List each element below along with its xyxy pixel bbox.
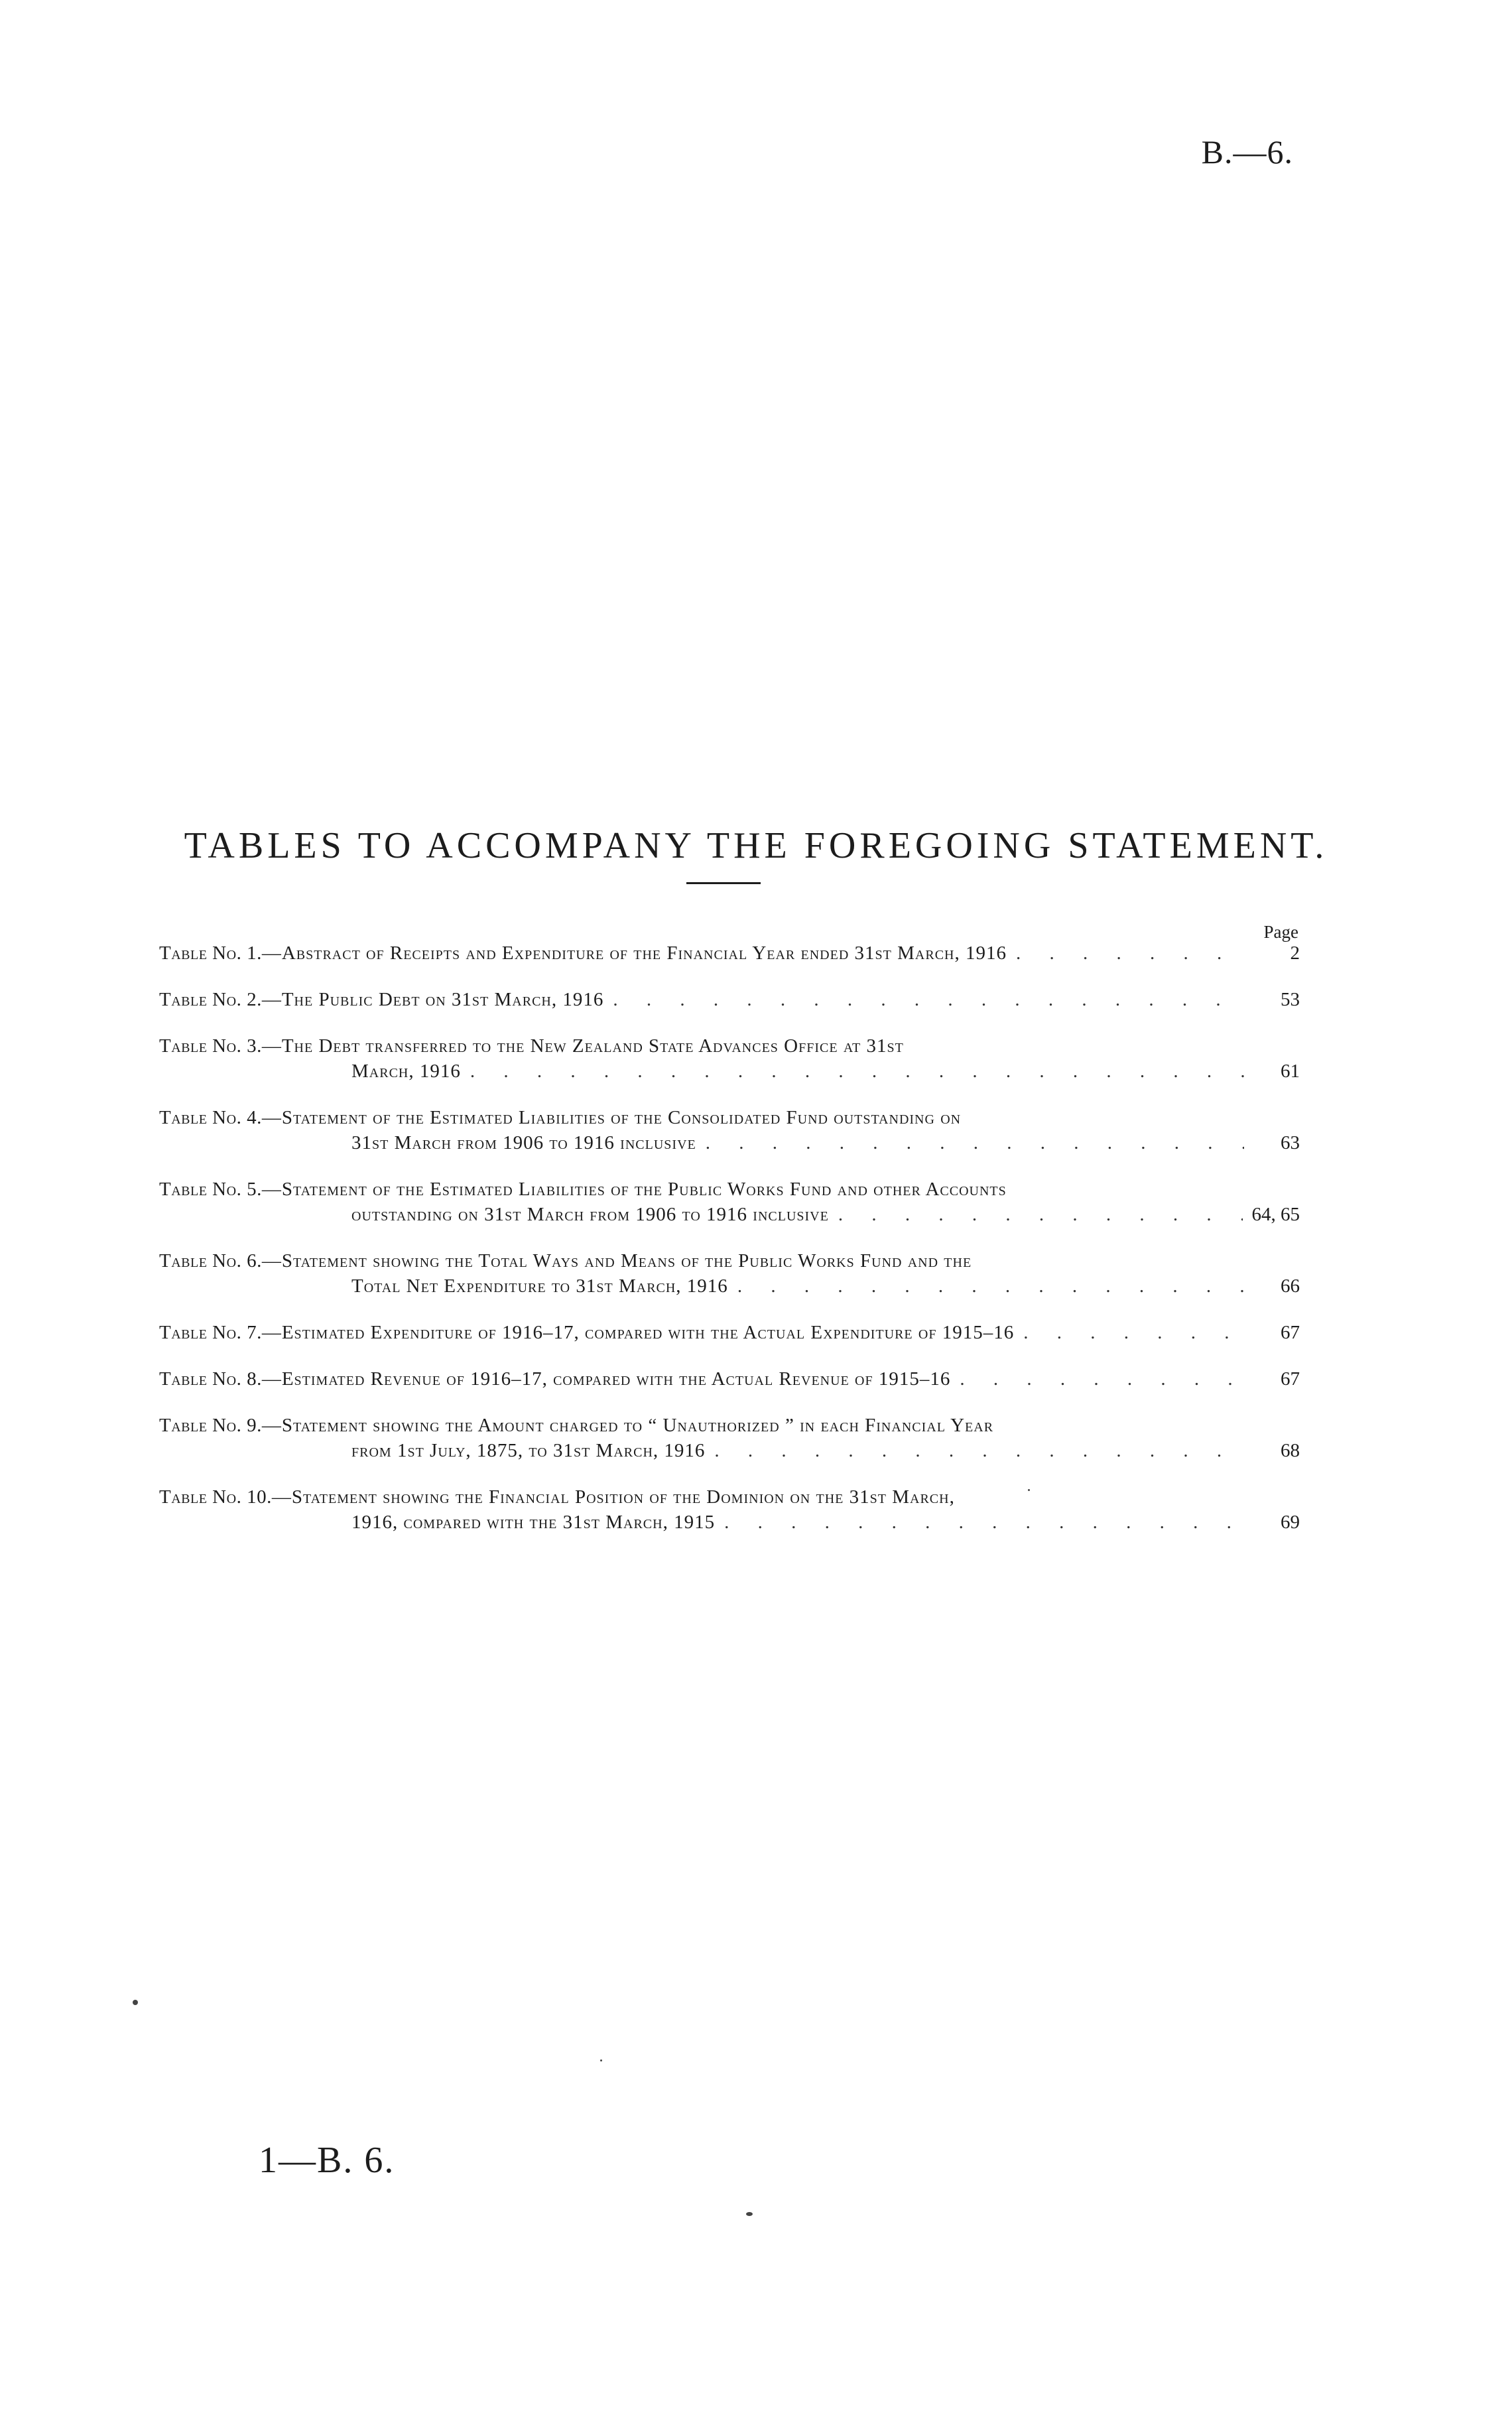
toc-entry [159, 1105, 1300, 1155]
toc-entry-page: 69 [1281, 1512, 1300, 1533]
toc-entry-page: 66 [1281, 1275, 1300, 1297]
scan-speck [133, 2000, 138, 2005]
leader-dots [1016, 941, 1244, 966]
toc-entry-label: Table No. 6. [159, 1250, 262, 1272]
leader-dots [1023, 1320, 1244, 1345]
toc-entry-description-continued: 31st March from 1906 to 1916 inclusive [351, 1132, 696, 1153]
leader-dots [613, 987, 1244, 1012]
toc-entry-description: —The Public Debt on 31st March, 1916 [261, 989, 604, 1010]
leader-dots [960, 1366, 1244, 1392]
toc-entry-page: 63 [1281, 1132, 1300, 1153]
toc-entry-label: Table No. 4. [159, 1107, 262, 1128]
toc-entry-label: Table No. 5. [159, 1179, 262, 1200]
toc-entry [159, 1033, 1300, 1084]
toc-entry [159, 1484, 1300, 1535]
leader-dots [724, 1510, 1244, 1535]
toc-entry-description: —Estimated Expenditure of 1916–17, compared with the Actual Expenditure of 1915–16 [261, 1322, 1015, 1343]
toc-entry [159, 1177, 1300, 1227]
table-of-contents [0, 941, 1512, 1556]
page-title: TABLES TO ACCOMPANY THE FOREGOING STATEMENT. [184, 824, 1328, 866]
scan-speck [1028, 1489, 1030, 1491]
toc-entry-description: —Statement of the Estimated Liabilities of the Public Works Fund and other Accounts [261, 1179, 1007, 1200]
toc-entry-description-continued: 1916, compared with the 31st March, 1915 [351, 1512, 716, 1533]
leader-dots [838, 1202, 1243, 1227]
toc-entry [159, 1413, 1300, 1463]
toc-entry-page: 2 [1290, 943, 1300, 964]
printer-signature: 1—B. 6. [259, 2140, 395, 2181]
toc-entry [159, 1320, 1300, 1345]
leader-dots [470, 1059, 1244, 1084]
toc-entry [159, 941, 1300, 966]
toc-entry-label: Table No. 7. [159, 1322, 262, 1343]
toc-entry-description: —Statement showing the Amount charged to “ Unauthorized ” in each Financial Year [261, 1415, 994, 1436]
toc-entry-description: —Statement of the Estimated Liabilities of the Consolidated Fund outstanding on [261, 1107, 962, 1128]
toc-entry-page: 67 [1281, 1368, 1300, 1390]
toc-entry-label: Table No. 9. [159, 1415, 262, 1436]
toc-entry-description: —Statement showing the Financial Position of the Dominion on the 31st March, [271, 1486, 955, 1508]
toc-entry-description-continued: outstanding on 31st March from 1906 to 1916 inclusive [351, 1204, 829, 1225]
toc-entry [159, 1366, 1300, 1392]
toc-entry-page: 64, 65 [1251, 1204, 1300, 1225]
toc-entry-description: —Abstract of Receipts and Expenditure of the Financial Year ended 31st March, 1916 [261, 943, 1007, 964]
toc-entry-label: Table No. 8. [159, 1368, 262, 1390]
toc-entry [159, 987, 1300, 1012]
document-reference: B.—6. [1201, 133, 1293, 170]
toc-entry-description: —Statement showing the Total Ways and Means of the Public Works Fund and the [261, 1250, 972, 1272]
toc-entry-page: 67 [1281, 1322, 1300, 1343]
toc-entry-description-continued: March, 1916 [351, 1061, 461, 1082]
leader-dots [737, 1273, 1244, 1299]
page-column-heading: Page [1263, 922, 1298, 942]
toc-entry-description-continued: from 1st July, 1875, to 31st March, 1916 [351, 1440, 706, 1461]
title-underline-rule [686, 882, 761, 884]
toc-entry-description: —The Debt transferred to the New Zealand State Advances Office at 31st [261, 1035, 904, 1057]
toc-entry [159, 1248, 1300, 1299]
toc-entry-label: Table No. 10. [159, 1486, 272, 1508]
toc-entry-description: —Estimated Revenue of 1916–17, compared with the Actual Revenue of 1915–16 [261, 1368, 951, 1390]
toc-entry-label: Table No. 2. [159, 989, 262, 1010]
toc-entry-page: 61 [1281, 1061, 1300, 1082]
scan-speck [746, 2212, 753, 2216]
toc-entry-page: 68 [1281, 1440, 1300, 1461]
leader-dots [714, 1438, 1244, 1463]
toc-entry-label: Table No. 1. [159, 943, 262, 964]
toc-entry-page: 53 [1281, 989, 1300, 1010]
toc-entry-label: Table No. 3. [159, 1035, 262, 1057]
toc-entry-description-continued: Total Net Expenditure to 31st March, 1916 [351, 1275, 728, 1297]
leader-dots [706, 1130, 1244, 1155]
scan-speck [600, 2059, 602, 2061]
